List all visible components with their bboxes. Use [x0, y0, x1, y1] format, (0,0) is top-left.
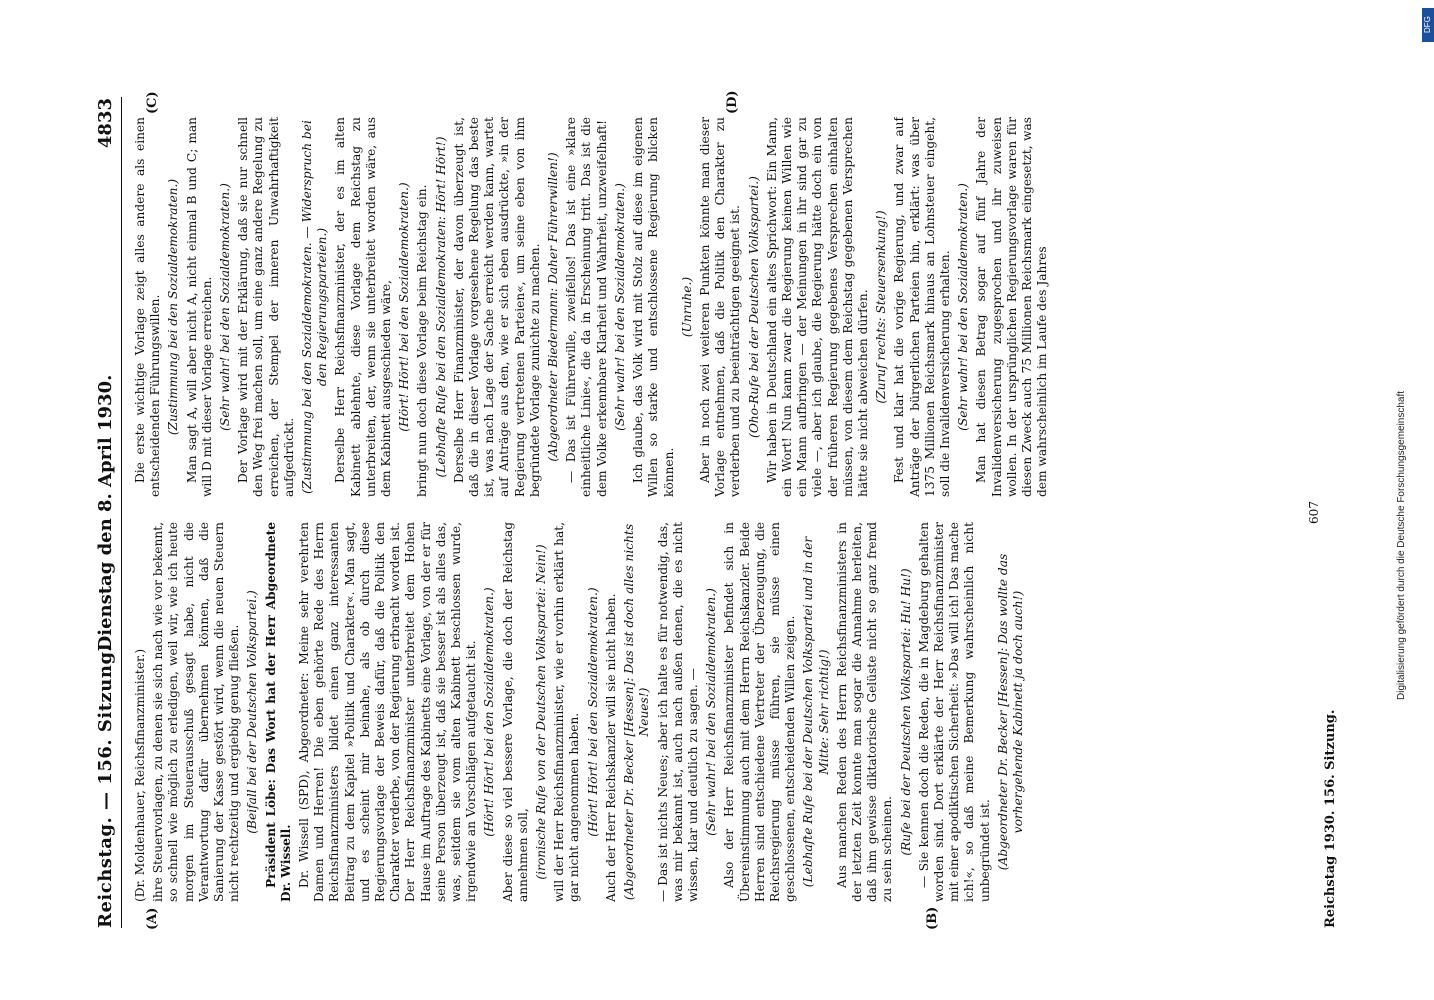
dfg-logo: DFG — [1422, 8, 1434, 42]
interjection: (Lebhafte Rufe bei der Deutschen Volkspartei und in der Mitte: Sehr richtig!) — [801, 536, 831, 888]
right-column — [133, 117, 1303, 497]
interjection: (Hört! Hört! bei den Sozialdemokraten.) — [397, 182, 412, 432]
header-date: Dienstag den 8. April 1930. — [95, 374, 116, 652]
margin-marker-a: (A) — [145, 907, 160, 930]
interjection: (Abgeordneter Dr. Becker [Hessen]: Das wollte das vorhergehende Kabinett ja doch auch!) — [995, 553, 1025, 871]
paragraph: Aus manchen Reden des Herrn Reichsfinanzministers in der letzten Zeit konnte man sogar die Annahme herleiten, daß ihm gewisse diktatorische Gelüste nicht so ganz fremd zu sein scheinen. — [834, 522, 895, 902]
document-page — [85, 85, 1360, 940]
paragraph: will der Herr Reichsfinanzminister, wie er vorhin erklärt hat, gar nicht angenommen haben. — [552, 522, 582, 902]
paragraph: — Das ist nichts Neues; aber ich halte es für notwendig, das, was mir bekannt ist, auch nach außen denen, die es nicht wissen, klar und deutlich zu sagen. — — [655, 522, 700, 902]
paragraph: Wir haben in Deutschland ein altes Sprichwort: Ein Mann, ein Wort! Nun kann zwar die Regierung keinen Willen wie ein Mann aufbringen — der Meinungen in ihr sind gar zu viele —, aber ich glaube, die Regierung hätte doch ein von der früheren Regierung gegebenes Versprechen einhalten müssen, von diesem dem Reichstag gegebenen Versprechen hätte sie nicht abweichen dürfen. — [764, 117, 870, 497]
paragraph: Auch der Herr Reichskanzler will sie nicht haben. — [603, 593, 618, 902]
paragraph: — Das ist Führerwille, zweifellos! Das ist eine »klare einheitliche Linie«, die da in Erscheinung tritt. Das ist die dem Volke erkennbare Klarheit und Wahrheit, unzweifelhaft! — [564, 117, 609, 497]
sidebar-strip — [1382, 0, 1434, 1000]
header-left: Reichstag. — 156. Sitzung. — [95, 644, 116, 928]
interjection: (Abgeordneter Biedermann: Daher Führerwillen!) — [546, 152, 561, 462]
interjection: (Sehr wahr! bei den Sozialdemokraten.) — [218, 183, 233, 431]
interjection: (Zustimmung bei den Sozialdemokraten. — Widerspruch bei den Regierungsparteien.) — [300, 120, 330, 494]
paragraph: Derselbe Herr Finanzminister, der davon überzeugt ist, daß die in dieser Vorlage vorgesehene Regelung das beste ist, was nach Lage der Sache erreicht werden kann, wartet auf Anträge aus den, wie er sich eben ausdrückte, »in der Regierung vertretenen Parteien«, um seine eben von ihm begründete Vorlage zunichte zu machen. — [451, 117, 542, 497]
paragraph: Man sagt A, will aber nicht A, nicht einmal B und C; man will D mit dieser Vorlage erreichen. — [184, 117, 214, 497]
margin-marker-b: (B) — [925, 906, 940, 930]
interjection: (Sehr wahr! bei den Sozialdemokraten.) — [612, 183, 627, 431]
page-number: 4833 — [95, 98, 116, 149]
interjection: (ironische Rufe von der Deutschen Volkspartei: Nein!) — [534, 544, 549, 880]
margin-marker-c: (C) — [145, 91, 160, 114]
paragraph: Man hat diesen Betrag sogar auf fünf Jahre der Invalidenversicherung zugesprochen und ihr zuweisen wollen. In der ursprünglichen Regierungsvorlage waren für diesen Zweck auch 75 Millionen Reichsmark eingesetzt, was dem wahrscheinlich im Laufe des Jahres — [974, 117, 1050, 497]
interjection: (Oho-Rufe bei der Deutschen Volkspartei.) — [746, 176, 761, 438]
signature-mark: 607 — [1307, 501, 1321, 524]
paragraph: bringt nun doch diese Vorlage beim Reichstag ein. — [415, 184, 430, 497]
paragraph: Aber diese so viel bessere Vorlage, die doch der Reichstag annehmen soll, — [500, 522, 530, 902]
interjection: (Rufe bei der Deutschen Volkspartei: Hu! Hu!) — [898, 568, 913, 856]
paragraph: ihre Steuervorlagen, zu denen sie sich nach wie vor bekennt, so schnell wie möglich zu erledigen, weil wir, wie ich heute morgen im Steuerausschuß gesagt habe, nicht die Verantwortung dafür übernehmen können, daß die Sanierung der Kasse gestört wird, wenn die neuen Steuern nicht rechtzeitig und ergiebig genug fließen. — [151, 522, 242, 902]
interjection: (Zustimmung bei den Sozialdemokraten.) — [166, 178, 181, 436]
interjection: (Hört! Hört! bei den Sozialdemokraten.) — [585, 587, 600, 837]
paragraph: Die erste wichtige Vorlage zeigt alles andere als einen entscheidenden Führungswillen. — [133, 117, 163, 497]
interjection: (Abgeordneter Dr. Becker [Hessen]: Das ist doch alles nichts Neues!) — [622, 523, 652, 901]
paragraph: Derselbe Herr Reichsfinanzminister, der es im alten Kabinett ablehnte, diese Vorlage dem Reichstag zu unterbreiten, der, wenn sie unterbreitet worden wäre, aus dem Kabinett ausgeschieden wäre, — [333, 117, 394, 497]
paragraph: Der Vorlage wird mit der Erklärung, daß sie nur schnell den Weg frei machen soll, um eine ganz andere Regelung zu erreichen, der Stempel der inneren Unwahrhaftigkeit aufgedrückt. — [236, 117, 296, 497]
paragraph: Fest und klar hat die vorige Regierung, und zwar auf Anträge der bürgerlichen Parteien hin, erklärt: was über 1375 Millionen Reichsmark hinaus an Lohnsteuer eingeht, soll die Invalidenversicherung erhalten. — [892, 117, 952, 497]
interjection: (Beifall bei der Deutschen Volkspartei.) — [245, 590, 260, 834]
interjection: (Zuruf rechts: Steuersenkung!) — [874, 210, 889, 404]
interjection: (Unruhe.) — [679, 276, 694, 338]
interjection: (Lebhafte Rufe bei den Sozialdemokraten: Hört! Hört!) — [433, 136, 448, 478]
paragraph: Aber in noch zwei weiteren Punkten könnte man dieser Vorlage entnehmen, daß die Politik den Charakter zu verderben und zu beeinträchtigen geeignet ist. — [697, 117, 743, 497]
paragraph: Ich glaube, das Volk wird mit Stolz auf diese im eigenen Willen so starke und entschlossene Regierung blicken können. — [631, 117, 676, 497]
interjection: (Hört! Hört! bei den Sozialdemokraten.) — [482, 587, 497, 837]
interjection: (Sehr wahr! bei den Sozialdemokraten.) — [956, 183, 971, 431]
left-column — [133, 522, 1303, 902]
footer-left: Reichstag 1930. 156. Sitzung. — [1323, 709, 1338, 928]
paragraph: (Dr. Moldenhauer, Reichsfinanzminister.) — [133, 648, 147, 902]
paragraph: — Sie kennen doch die Reden, die in Magdeburg gehalten worden sind. Dort erklärte der Herr Reichsfinanzminister mit einer apodiktischen Sicherheit: »Das will ich! Das mache ich!«, so daß meine Bemerkung wahrscheinlich nicht unbegründet ist. — [916, 522, 992, 902]
speaker-line: Präsident Löbe: Das Wort hat der Herr Abgeordnete Dr. Wissell. — [263, 522, 293, 902]
columns — [133, 112, 1303, 902]
funding-notice: Digitalisierung gefördert durch die Deutsche Forschungsgemeinschaft — [1396, 390, 1407, 700]
header-rule — [121, 97, 122, 928]
margin-marker-d: (D) — [725, 90, 740, 114]
interjection: (Sehr wahr! bei den Sozialdemokraten.) — [704, 588, 719, 836]
rotated-page-content — [85, 85, 1360, 940]
paragraph: Dr. Wissell (SPD), Abgeordneter: Meine sehr verehrten Damen und Herren! Die eben gehörte Rede des Herrn Reichsfinanzministers bildet einen ganz interessanten Beitrag zu dem Kapitel »Politik und Charakter«. Man sagt, und es scheint mir beinahe, als ob durch diese Regierungsvorlage der Beweis dafür, daß die Politik den Charakter verderbe, von der Regierung erbracht worden ist. Der Herr Reichsfinanzminister unterbreitet dem Hohen Hause im Auftrage des Kabinetts eine Vorlage, von der er für seine Person überzeugt ist, daß sie besser ist als alles das, was, seitdem sie vom alten Kabinett beschlossen wurde, irgendwie an Vorschlägen aufgetaucht ist. — [297, 522, 479, 902]
paragraph: Also der Herr Reichsfinanzminister befindet sich in Übereinstimmung auch mit dem Herrn Reichskanzler. Beide Herren sind entschiedene Vertreter der Überzeugung, die Reichsregierung müsse führen, sie müsse einen geschlossenen, entscheidenden Willen zeigen. — [722, 522, 798, 902]
page-header — [95, 98, 123, 928]
